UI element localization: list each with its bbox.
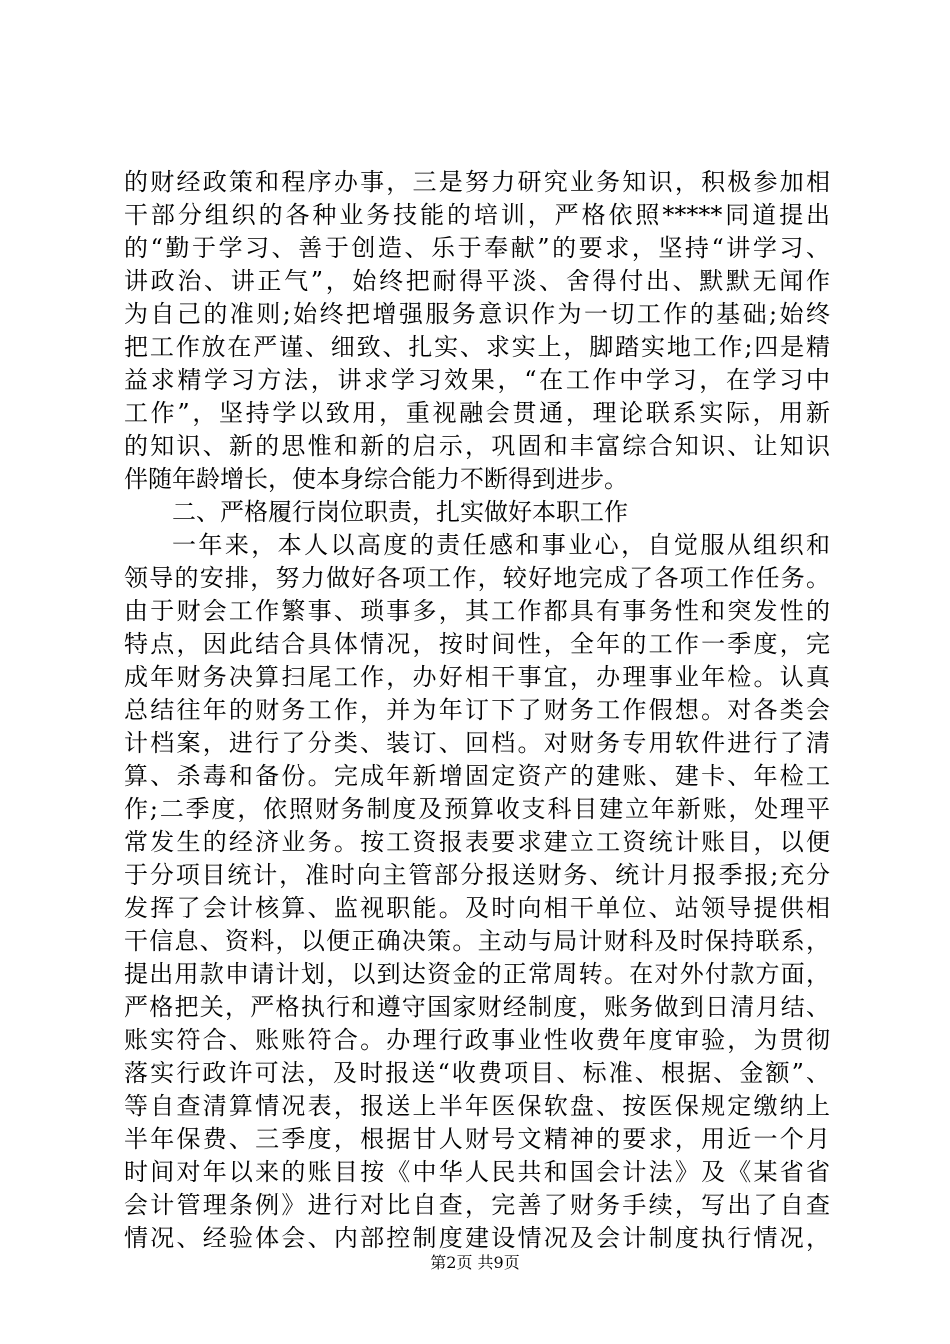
- text-line: 半年保费、三季度，根据甘人财号文精神的要求，用近一个月: [124, 1125, 830, 1153]
- text-line: 伴随年龄增长，使本身综合能力不断得到进步。: [124, 465, 628, 493]
- text-line: 会计管理条例》进行对比自查，完善了财务手续，写出了自查: [124, 1191, 830, 1219]
- text-line: 发挥了会计核算、监视职能。及时向相干单位、站领导提供相: [124, 894, 830, 922]
- text-line: 讲政治、讲正气”，始终把耐得平淡、舍得付出、默默无闻作: [124, 267, 830, 295]
- text-line: 把工作放在严谨、细致、扎实、求实上，脚踏实地工作;四是精: [124, 333, 830, 361]
- text-line: 的财经政策和程序办事，三是努力研究业务知识，积极参加相: [124, 168, 830, 196]
- page-number-footer: 第2页 共9页: [430, 1253, 520, 1272]
- text-line: 工作”，坚持学以致用，重视融会贯通，理论联系实际，用新: [124, 399, 830, 427]
- text-line: 作;二季度，依照财务制度及预算收支科目建立年新账，处理平: [124, 795, 830, 823]
- text-line: 一年来，本人以高度的责任感和事业心，自觉服从组织和: [172, 531, 830, 559]
- text-line: 情况、经验体会、内部控制度建设情况及会计制度执行情况，: [124, 1224, 830, 1252]
- text-line: 干部分组织的各种业务技能的培训，严格依照*****同道提出: [124, 201, 830, 229]
- text-line: 益求精学习方法，讲求学习效果，“在工作中学习，在学习中: [124, 366, 830, 394]
- text-line: 严格把关，严格执行和遵守国家财经制度，账务做到日清月结、: [124, 993, 830, 1021]
- text-line: 等自查清算情况表，报送上半年医保软盘、按医保规定缴纳上: [124, 1092, 830, 1120]
- text-line: 落实行政许可法，及时报送“收费项目、标准、根据、金额”、: [124, 1059, 830, 1087]
- text-line: 提出用款申请计划，以到达资金的正常周转。在对外付款方面，: [124, 960, 830, 988]
- text-line: 账实符合、账账符合。办理行政事业性收费年度审验，为贯彻: [124, 1026, 830, 1054]
- text-line: 由于财会工作繁事、琐事多，其工作都具有事务性和突发性的: [124, 597, 830, 625]
- text-line: 常发生的经济业务。按工资报表要求建立工资统计账目，以便: [124, 828, 830, 856]
- text-line: 的知识、新的思惟和新的启示，巩固和丰富综合知识、让知识: [124, 432, 830, 460]
- text-line: 为自己的准则;始终把增强服务意识作为一切工作的基础;始终: [124, 300, 830, 328]
- section-heading: 二、严格履行岗位职责，扎实做好本职工作: [172, 498, 628, 526]
- text-line: 于分项目统计，准时向主管部分报送财务、统计月报季报;充分: [124, 861, 830, 889]
- text-line: 计档案，进行了分类、装订、回档。对财务专用软件进行了清: [124, 729, 830, 757]
- text-line: 总结往年的财务工作，并为年订下了财务工作假想。对各类会: [124, 696, 830, 724]
- text-line: 领导的安排，努力做好各项工作，较好地完成了各项工作任务。: [124, 564, 830, 592]
- text-line: 时间对年以来的账目按《中华人民共和国会计法》及《某省省: [124, 1158, 830, 1186]
- document-body: [124, 166, 830, 1255]
- text-line: 特点，因此结合具体情况，按时间性，全年的工作一季度，完: [124, 630, 830, 658]
- text-line: 干信息、资料，以便正确决策。主动与局计财科及时保持联系，: [124, 927, 830, 955]
- text-line: 成年财务决算扫尾工作，办好相干事宜，办理事业年检。认真: [124, 663, 830, 691]
- text-line: 的“勤于学习、善于创造、乐于奉献”的要求，坚持“讲学习、: [124, 234, 830, 262]
- text-line: 算、杀毒和备份。完成年新增固定资产的建账、建卡、年检工: [124, 762, 830, 790]
